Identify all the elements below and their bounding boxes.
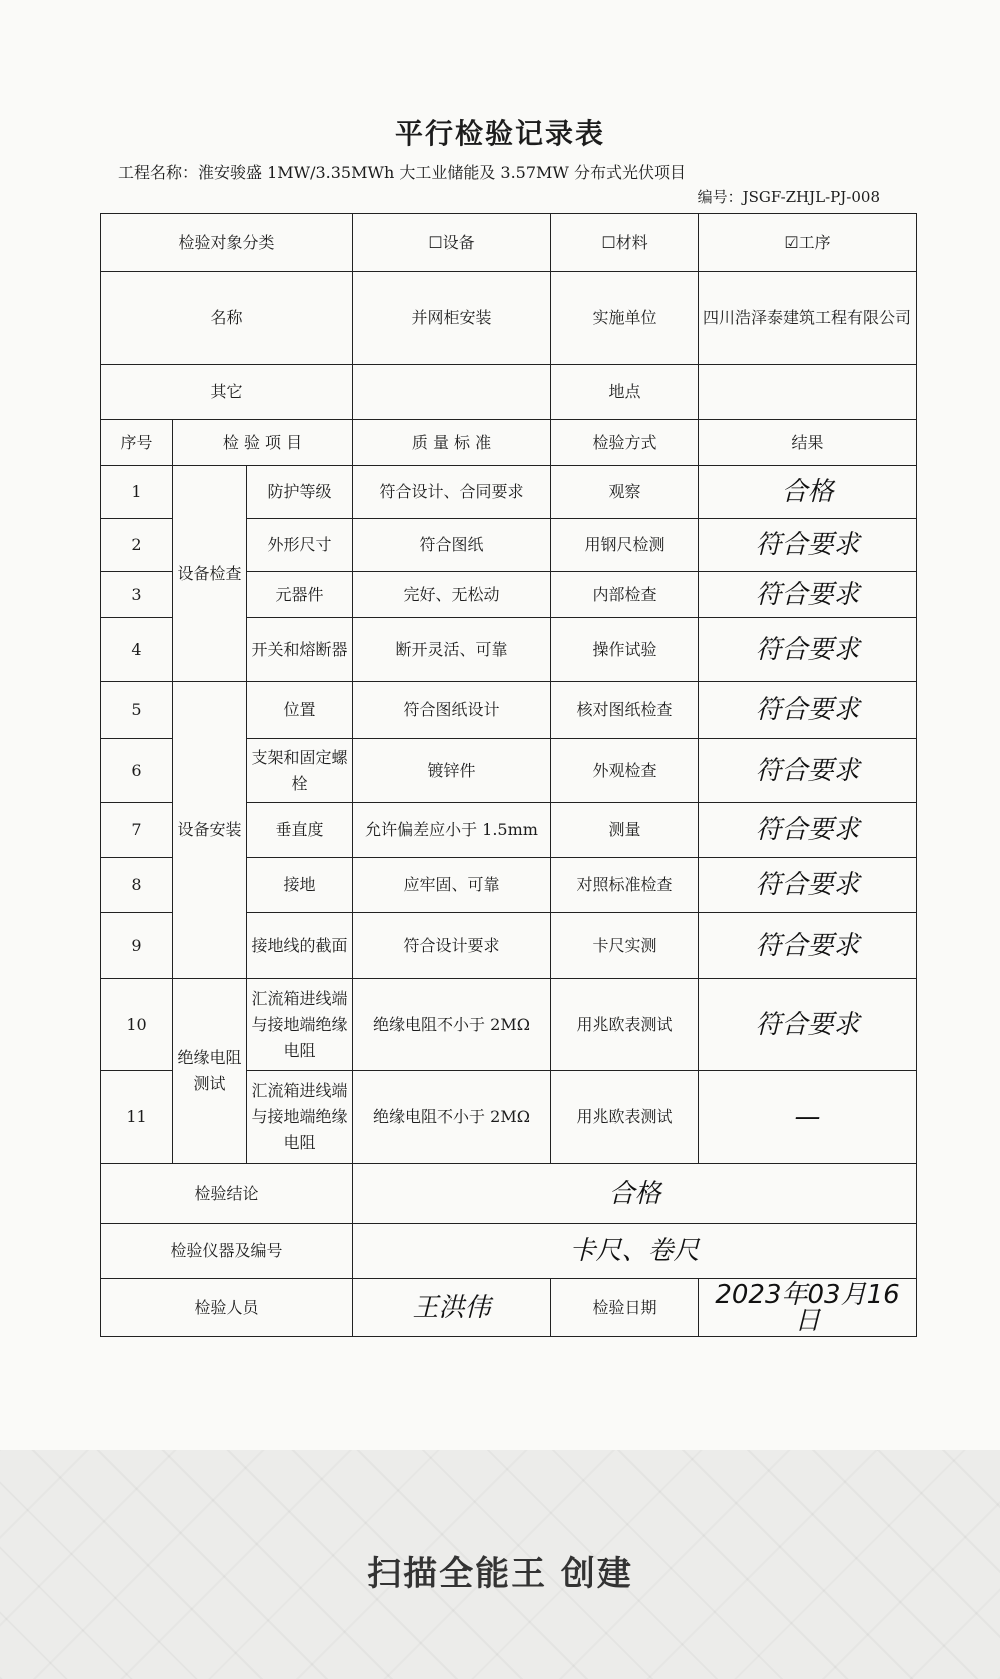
row-result-signature: 符合要求 bbox=[699, 739, 917, 803]
row-item: 汇流箱进线端与接地端绝缘电阻 bbox=[247, 1071, 353, 1164]
row-item: 汇流箱进线端与接地端绝缘电阻 bbox=[247, 979, 353, 1071]
col-standard: 质 量 标 准 bbox=[353, 420, 551, 466]
row-result-signature: 合格 bbox=[699, 466, 917, 519]
row-result-signature: 符合要求 bbox=[699, 682, 917, 739]
row-no: 7 bbox=[101, 803, 173, 858]
group-insulation-test: 绝缘电阻测试 bbox=[173, 979, 247, 1164]
row-item: 元器件 bbox=[247, 572, 353, 618]
row-result-signature: 符合要求 bbox=[699, 913, 917, 979]
scanner-brand: 扫描全能王 创建 bbox=[367, 1554, 633, 1594]
row-method: 外观检查 bbox=[551, 739, 699, 803]
row-item: 位置 bbox=[247, 682, 353, 739]
row-method: 对照标准检查 bbox=[551, 858, 699, 913]
name-value: 并网柜安装 bbox=[353, 272, 551, 365]
scanner-footer bbox=[0, 1450, 1000, 1679]
location-value bbox=[699, 365, 917, 420]
row-method: 核对图纸检查 bbox=[551, 682, 699, 739]
row-no: 3 bbox=[101, 572, 173, 618]
inspector-signature: 王洪伟 bbox=[353, 1279, 551, 1337]
group-equipment-install: 设备安装 bbox=[173, 682, 247, 979]
row-no: 4 bbox=[101, 618, 173, 682]
row-no: 1 bbox=[101, 466, 173, 519]
project-name: 工程名称：淮安骏盛 1MW/3.35MWh 大工业储能及 3.57MW 分布式光伏项目 bbox=[118, 163, 686, 182]
col-method: 检验方式 bbox=[551, 420, 699, 466]
instrument-label: 检验仪器及编号 bbox=[101, 1224, 353, 1279]
row-no: 8 bbox=[101, 858, 173, 913]
row-item: 防护等级 bbox=[247, 466, 353, 519]
row-method: 用兆欧表测试 bbox=[551, 979, 699, 1071]
row-no: 2 bbox=[101, 519, 173, 572]
row-no: 5 bbox=[101, 682, 173, 739]
row-standard: 符合设计、合同要求 bbox=[353, 466, 551, 519]
row-method: 内部检查 bbox=[551, 572, 699, 618]
row-result-signature: 符合要求 bbox=[699, 858, 917, 913]
row-method: 操作试验 bbox=[551, 618, 699, 682]
row-no: 6 bbox=[101, 739, 173, 803]
row-result-signature: 符合要求 bbox=[699, 572, 917, 618]
col-result: 结果 bbox=[699, 420, 917, 466]
row-result-signature: 符合要求 bbox=[699, 618, 917, 682]
row-item: 支架和固定螺栓 bbox=[247, 739, 353, 803]
row-method: 测量 bbox=[551, 803, 699, 858]
option-process: ☑工序 bbox=[699, 214, 917, 272]
document-number: 编号：JSGF-ZHJL-PJ-008 bbox=[697, 188, 880, 206]
row-result-signature: 符合要求 bbox=[699, 803, 917, 858]
option-equipment: ☐设备 bbox=[353, 214, 551, 272]
row-standard: 应牢固、可靠 bbox=[353, 858, 551, 913]
other-label: 其它 bbox=[101, 365, 353, 420]
row-item: 开关和熔断器 bbox=[247, 618, 353, 682]
row-method: 用兆欧表测试 bbox=[551, 1071, 699, 1164]
row-standard: 符合设计要求 bbox=[353, 913, 551, 979]
group-equipment-check: 设备检查 bbox=[173, 466, 247, 682]
row-method: 用钢尺检测 bbox=[551, 519, 699, 572]
unit-value: 四川浩泽泰建筑工程有限公司 bbox=[699, 272, 917, 365]
row-standard: 绝缘电阻不小于 2MΩ bbox=[353, 979, 551, 1071]
row-method: 卡尺实测 bbox=[551, 913, 699, 979]
row-standard: 允许偏差应小于 1.5mm bbox=[353, 803, 551, 858]
row-method: 观察 bbox=[551, 466, 699, 519]
date-label: 检验日期 bbox=[551, 1279, 699, 1337]
inspector-label: 检验人员 bbox=[101, 1279, 353, 1337]
row-no: 11 bbox=[101, 1071, 173, 1164]
option-material: ☐材料 bbox=[551, 214, 699, 272]
row-standard: 断开灵活、可靠 bbox=[353, 618, 551, 682]
col-no: 序号 bbox=[101, 420, 173, 466]
unit-label: 实施单位 bbox=[551, 272, 699, 365]
location-label: 地点 bbox=[551, 365, 699, 420]
date-value: 2023年03月16日 bbox=[699, 1279, 917, 1337]
row-standard: 镀锌件 bbox=[353, 739, 551, 803]
row-result-signature: 符合要求 bbox=[699, 979, 917, 1071]
row-standard: 完好、无松动 bbox=[353, 572, 551, 618]
row-item: 垂直度 bbox=[247, 803, 353, 858]
inspection-table bbox=[100, 213, 916, 1337]
row-standard: 符合图纸 bbox=[353, 519, 551, 572]
conclusion-signature: 合格 bbox=[353, 1164, 917, 1224]
col-item: 检 验 项 目 bbox=[173, 420, 353, 466]
row-item: 接地线的截面 bbox=[247, 913, 353, 979]
category-label: 检验对象分类 bbox=[101, 214, 353, 272]
conclusion-label: 检验结论 bbox=[101, 1164, 353, 1224]
name-label: 名称 bbox=[101, 272, 353, 365]
instrument-signature: 卡尺、卷尺 bbox=[353, 1224, 917, 1279]
row-result-signature: — bbox=[699, 1071, 917, 1164]
row-no: 10 bbox=[101, 979, 173, 1071]
row-item: 外形尺寸 bbox=[247, 519, 353, 572]
row-result-signature: 符合要求 bbox=[699, 519, 917, 572]
row-standard: 符合图纸设计 bbox=[353, 682, 551, 739]
document-title: 平行检验记录表 bbox=[394, 117, 605, 150]
row-standard: 绝缘电阻不小于 2MΩ bbox=[353, 1071, 551, 1164]
row-no: 9 bbox=[101, 913, 173, 979]
row-item: 接地 bbox=[247, 858, 353, 913]
other-value bbox=[353, 365, 551, 420]
